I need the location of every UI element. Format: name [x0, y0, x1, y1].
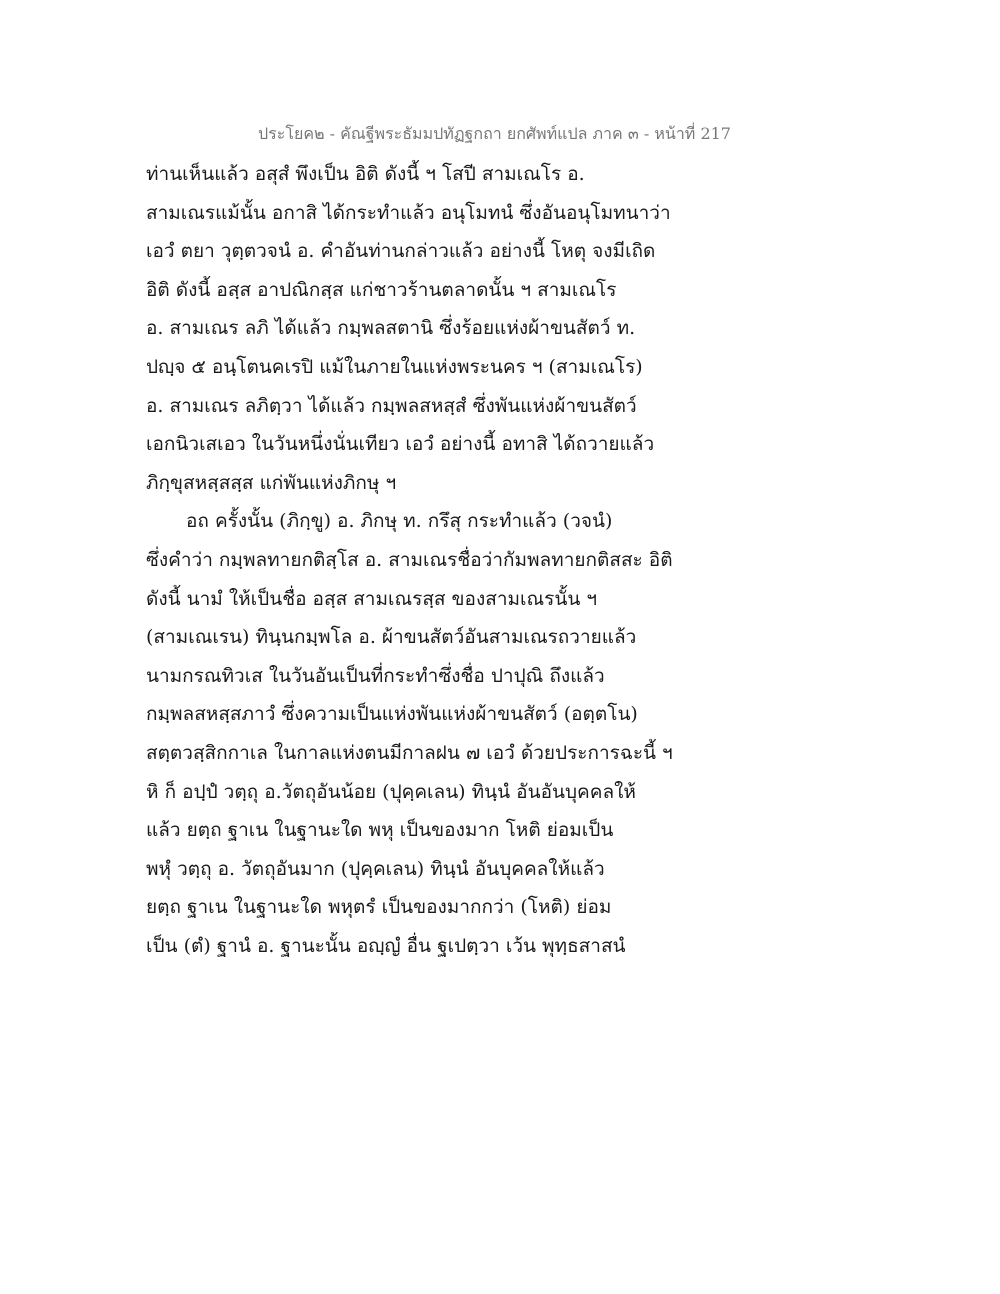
- page-header: ประโยค๒ - คัณฐีพระธัมมปทัฏฐกถา ยกศัพท์แปล ภาค ๓ - หน้าที่ 217: [258, 124, 731, 143]
- text-line: ยตฺถ ฐาเน ในฐานะใด พหุตรํ เป็นของมากกว่า (โหติ) ย่อม: [146, 896, 612, 919]
- text-line: นามกรณทิวเส ในวันอันเป็นที่กระทำซึ่งชื่อ ปาปุณิ ถึงแล้ว: [146, 664, 605, 687]
- text-line: ท่านเห็นแล้ว อสุสํ พึงเป็น อิติ ดังนี้ ฯ โสปี สามเณโร อ.: [146, 163, 585, 185]
- text-line: อิติ ดังนี้ อสฺส อาปณิกสฺส แก่ชาวร้านตลาดนั้น ฯ สามเณโร: [146, 278, 617, 301]
- text-line: อ. สามเณร ลภิ ได้แล้ว กมฺพลสตานิ ซึ่งร้อยแห่งผ้าขนสัตว์ ท.: [146, 317, 636, 340]
- text-line: ดังนี้ นามํ ให้เป็นชื่อ อสฺส สามเณรสฺส ของสามเณรนั้น ฯ: [146, 587, 598, 610]
- text-line: (สามเณเรน) ทินฺนกมฺพโล อ. ผ้าขนสัตว์อันสามเณรถวายแล้ว: [146, 626, 637, 649]
- text-line: อ. สามเณร ลภิตฺวา ได้แล้ว กมฺพลสหสฺสํ ซึ่งพันแห่งผ้าขนสัตว์: [146, 394, 637, 417]
- text-line: ภิกฺขุสหสฺสสฺส แก่พันแห่งภิกษุ ฯ: [146, 471, 397, 494]
- text-line: สตฺตวสฺสิกกาเล ในกาลแห่งตนมีกาลฝน ๗ เอวํ ด้วยประการฉะนี้ ฯ: [146, 741, 673, 764]
- text-line: สามเณรแม้นั้น อกาสิ ได้กระทำแล้ว อนุโมทนํ ซึ่งอันอนุโมทนาว่า: [146, 201, 671, 224]
- text-line: แล้ว ยตฺถ ฐาเน ในฐานะใด พหุ เป็นของมาก โหติ ย่อมเป็น: [146, 819, 614, 842]
- text-line: ซึ่งคำว่า กมฺพลทายกติสฺโส อ. สามเณรชื่อว่ากัมพลทายกติสสะ อิติ: [146, 548, 673, 571]
- text-line: พหุํ วตฺถุ อ. วัตถุอันมาก (ปุคฺคเลน) ทินฺนํ อันบุคคลให้แล้ว: [146, 857, 605, 880]
- text-line: กมฺพลสหสฺสภาวํ ซึ่งความเป็นแห่งพันแห่งผ้าขนสัตว์ (อตฺตโน): [146, 703, 638, 726]
- text-line: ปญฺจ ๕ อนฺโตนคเรปิ แม้ในภายในแห่งพระนคร ฯ (สามเณโร): [146, 355, 643, 378]
- text-line: เป็น (ตํ) ฐานํ อ. ฐานะนั้น อญฺญํ อื่น ฐเปตฺวา เว้น พุทฺธสาสนํ: [146, 934, 626, 957]
- text-line: หิ ก็ อปฺปํ วตฺถุ อ.วัตถุอันน้อย (ปุคฺคเลน) ทินฺนํ อันอันบุคคลให้: [146, 780, 636, 803]
- text-line: เอกนิวเสเอว ในวันหนึ่งนั่นเทียว เอวํ อย่างนี้ อทาสิ ได้ถวายแล้ว: [146, 433, 655, 456]
- text-line: เอวํ ตยา วุตฺตวจนํ อ. คำอันท่านกล่าวแล้ว อย่างนี้ โหตุ จงมีเถิด: [146, 240, 656, 263]
- paragraph-start-line: อถ ครั้งนั้น (ภิกฺขู) อ. ภิกษุ ท. กรึสุ กระทำแล้ว (วจนํ): [186, 510, 613, 533]
- body-text: [146, 155, 706, 965]
